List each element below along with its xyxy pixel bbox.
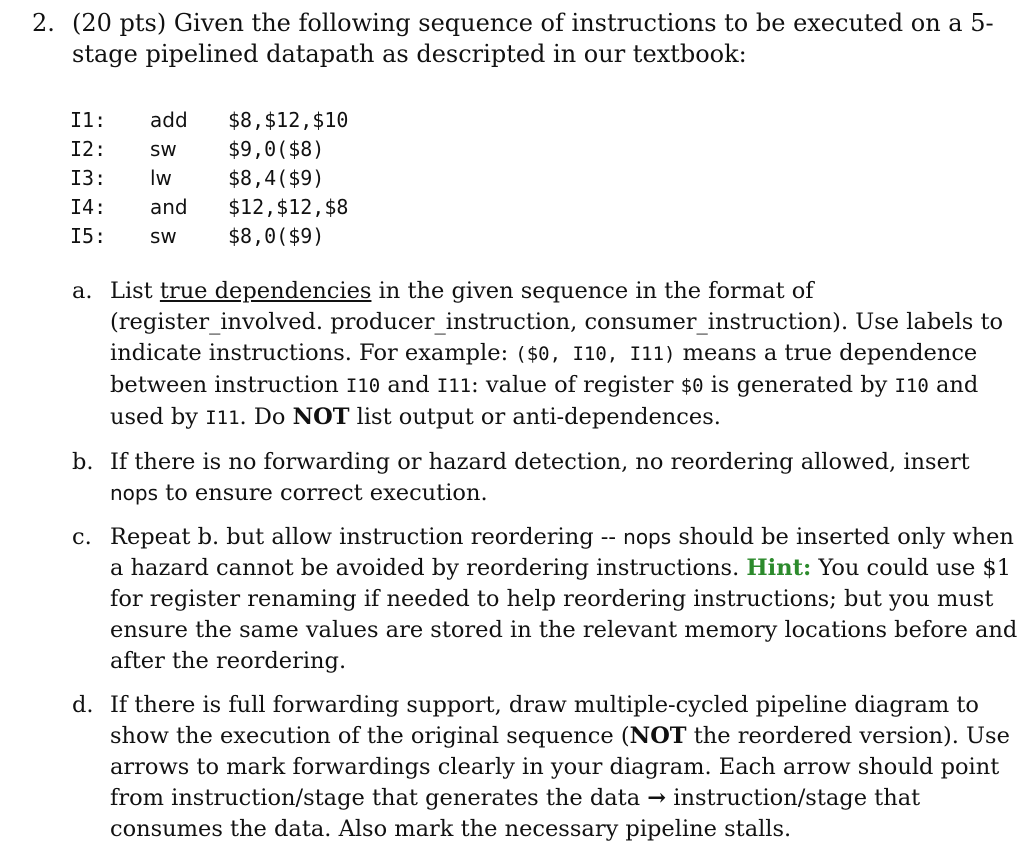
instruction-operands: $8,$12,$10 <box>228 108 349 132</box>
part-d-text: If there is full forwarding support, draw multiple-cycled pipeline diagram to show the execution of the original sequence (NOT the reordered version). Use arrows to mark forwardings clearly in your diagram. Each arrow should point from instruction/stage that generates the data → instruction/stage that consumes the data. Also mark the necessary pipeline stalls. <box>110 692 1010 842</box>
instruction-opcode: and <box>150 195 188 219</box>
part-letter: b. <box>72 449 94 475</box>
instruction-opcode: add <box>150 108 188 132</box>
part-letter: c. <box>72 524 92 550</box>
instruction-label: I1: <box>70 108 107 132</box>
instruction-label: I4: <box>70 195 107 219</box>
arrow-glyph: → <box>647 785 667 811</box>
instruction-row <box>70 222 348 251</box>
instruction-row <box>70 164 348 193</box>
instruction-opcode: sw <box>150 137 177 161</box>
question-parts <box>72 276 1022 858</box>
part-c-text: Repeat b. but allow instruction reordering -- nops should be inserted only when a hazard cannot be avoided by reordering instructions. Hint: You could use $1 for register renaming if needed to help reordering instructions; but you must ensure the same values are stored in the relevant memory locations before and after the reordering. <box>110 524 1018 674</box>
question-number: 2. <box>32 9 55 37</box>
part-d <box>72 690 1022 845</box>
hint-label: Hint: <box>746 555 812 581</box>
instruction-operands: $8,4($9) <box>228 166 325 190</box>
part-b <box>72 447 1022 509</box>
question-text: (20 pts) Given the following sequence of instructions to be executed on a 5-stage pipelined datapath as descripted in our textbook: <box>72 9 994 68</box>
instruction-row <box>70 193 348 222</box>
instruction-label: I5: <box>70 224 107 248</box>
part-a-text: List true dependencies in the given sequence in the format of (register_involved. producer_instruction, consumer_instruction). Use labels to indicate instructions. For example: ($0, I10, I11) means a true dependence between instruction I10 and I11: value of register $0 is generated by I10 and used by I11. Do NOT list output or anti-dependences. <box>110 278 1004 430</box>
instruction-row <box>70 135 348 164</box>
instruction-label: I3: <box>70 166 107 190</box>
instruction-label: I2: <box>70 137 107 161</box>
underlined-term: true dependencies <box>159 278 372 304</box>
instruction-row <box>70 106 348 135</box>
instruction-operands: $9,0($8) <box>228 137 325 161</box>
part-c <box>72 522 1022 677</box>
part-letter: a. <box>72 278 93 304</box>
instruction-operands: $8,0($9) <box>228 224 325 248</box>
part-letter: d. <box>72 692 94 718</box>
instruction-opcode: lw <box>150 166 172 190</box>
part-b-text: If there is no forwarding or hazard detection, no reordering allowed, insert nops to ensure correct execution. <box>110 449 970 506</box>
part-a <box>72 276 1022 434</box>
instruction-opcode: sw <box>150 224 177 248</box>
instruction-listing <box>70 106 348 251</box>
instruction-operands: $12,$12,$8 <box>228 195 349 219</box>
